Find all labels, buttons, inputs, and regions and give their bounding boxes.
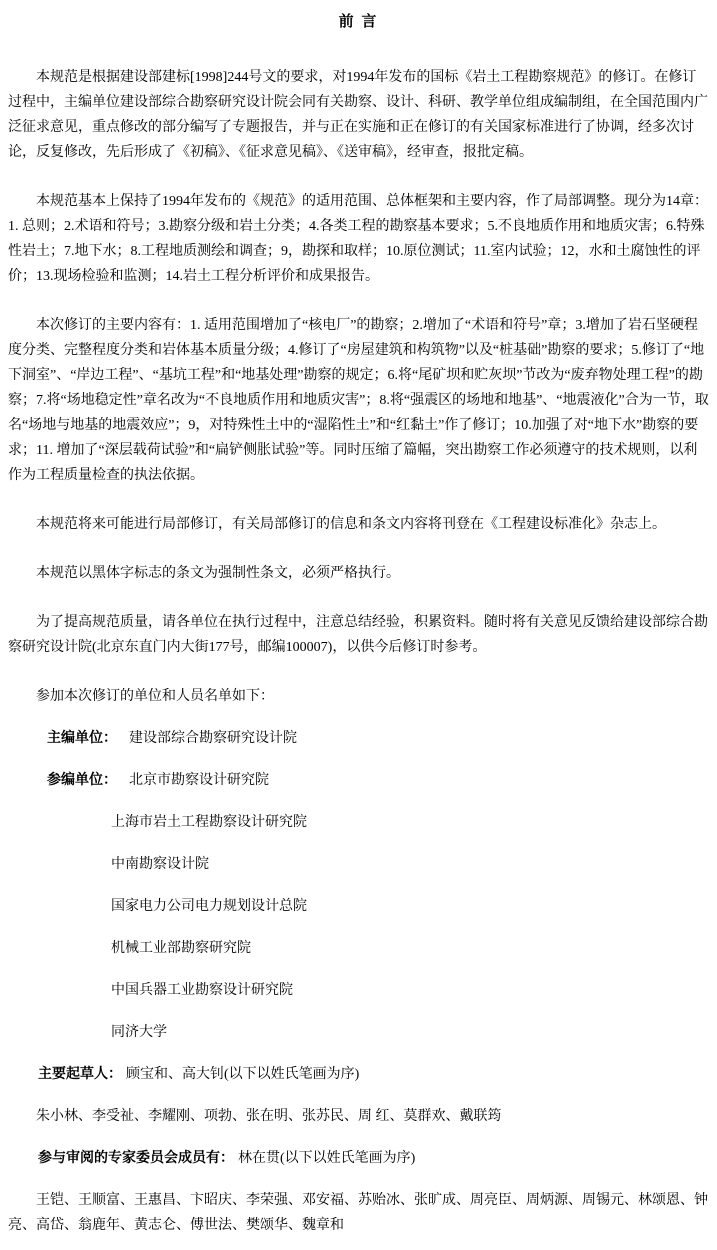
participating-unit: 上海市岩土工程勘察设计研究院: [111, 815, 307, 830]
page-title: 前 言: [338, 14, 379, 30]
participating-units-row: [8, 768, 709, 793]
participating-unit: 中南勘察设计院: [111, 857, 209, 872]
participating-unit: 北京市勘察设计研究院: [129, 773, 269, 788]
chief-editing-unit-row: [8, 726, 709, 751]
paragraph-future-revision: 本规范将来可能进行局部修订，有关局部修订的信息和条文内容将刊登在《工程建设标准化》杂志上。: [36, 517, 666, 532]
paragraph-main-revisions: 本次修订的主要内容有：1. 适用范围增加了“核电厂”的勘察；2.增加了“术语和符号”章；3.增加了岩石坚硬程度分类、完整程度分类和岩体基本质量分级；4.修订了“房屋建筑和构筑物”以及“桩基础”勘察的要求；5.修订了“地下洞室”、“岸边工程”、“基坑工程”和“地基处理”勘察的规定；6.将“尾矿坝和贮灰坝”节改为“废弃物处理工程”的勘察；7.将“场地稳定性”章名改为“不良地质作用和地质灾害”；8.将“强震区的场地和地基”、“地震液化”合为一节，取名“场地与地基的地震效应”；9，对特殊性土中的“湿陷性土”和“红黏土”作了修订；10.加强了对“地下水”勘察的要求；11. 增加了“深层载荷试验”和“扁铲侧胀试验”等。同时压缩了篇幅，突出勘察工作必须遵守的技术规则，以利作为工程质量检查的执法依据。: [8, 318, 709, 483]
review-committee-leading: 林在贯(以下以姓氏笔画为序): [238, 1151, 416, 1166]
paragraph-revision-basis: 本规范是根据建设部建标[1998]244号文的要求，对1994年发布的国标《岩土工程勘察规范》的修订。在修订过程中，主编单位建设部综合勘察研究设计院会同有关勘察、设计、科研、教学单位组成编制组，在全国范围内广泛征求意见，重点修改的部分编写了专题报告，并与正在实施和正在修订的有关国家标准进行了协调，经多次讨论，反复修改，先后形成了《初稿》、《征求意见稿》、《送审稿》，经审查，报批定稿。: [8, 70, 708, 160]
chief-drafters-leading: 顾宝和、高大钊(以下以姓氏笔画为序): [126, 1067, 360, 1082]
paragraph-feedback-address: 为了提高规范质量，请各单位在执行过程中，注意总结经验，积累资料。随时将有关意见反馈给建设部综合勘察研究设计院(北京东直门内大街177号，邮编100007)，以供今后修订时参考。: [8, 615, 708, 655]
chief-drafters-row: [8, 1062, 709, 1087]
review-committee-label: 参与审阅的专家委员会成员有：: [38, 1151, 234, 1166]
chief-editing-unit-value: 建设部综合勘察研究设计院: [129, 731, 297, 746]
participating-units-label: 参编单位：: [47, 773, 117, 788]
paragraph-scope-chapters: 本规范基本上保持了1994年发布的《规范》的适用范围、总体框架和主要内容，作了局部调整。现分为14章：1. 总则；2.术语和符号；3.勘察分级和岩土分类；4.各类工程的勘察基本要求；5.不良地质作用和地质灾害；6.特殊性岩土；7.地下水；8.工程地质测绘和调查；9，勘探和取样；10.原位测试；11.室内试验；12，水和土腐蚀性的评价；13.现场检验和监测；14.岩土工程分析评价和成果报告。: [8, 194, 708, 284]
participating-unit: 中国兵器工业勘察设计研究院: [111, 983, 293, 998]
reviewers-name-list: 王铠、王顺富、王惠昌、卞昭庆、李荣强、邓安福、苏贻冰、张旷成、周亮臣、周炳源、周锡元、林颂恩、钟亮、高岱、翁鹿年、黄志仑、傅世法、樊颂华、魏章和: [8, 1193, 708, 1233]
participating-unit: 同济大学: [111, 1025, 167, 1040]
drafters-name-list: 朱小林、李受祉、李耀刚、项勃、张在明、张苏民、周 红、莫群欢、戴联筠: [36, 1109, 502, 1124]
paragraph-participants-intro: 参加本次修订的单位和人员名单如下：: [36, 689, 274, 704]
chief-editing-unit-label: 主编单位：: [47, 731, 117, 746]
chief-drafters-label: 主要起草人：: [38, 1067, 122, 1082]
paragraph-mandatory-clauses: 本规范以黑体字标志的条文为强制性条文，必须严格执行。: [36, 566, 400, 581]
participating-unit: 国家电力公司电力规划设计总院: [111, 899, 307, 914]
participating-unit: 机械工业部勘察研究院: [111, 941, 251, 956]
review-committee-row: [8, 1146, 709, 1171]
